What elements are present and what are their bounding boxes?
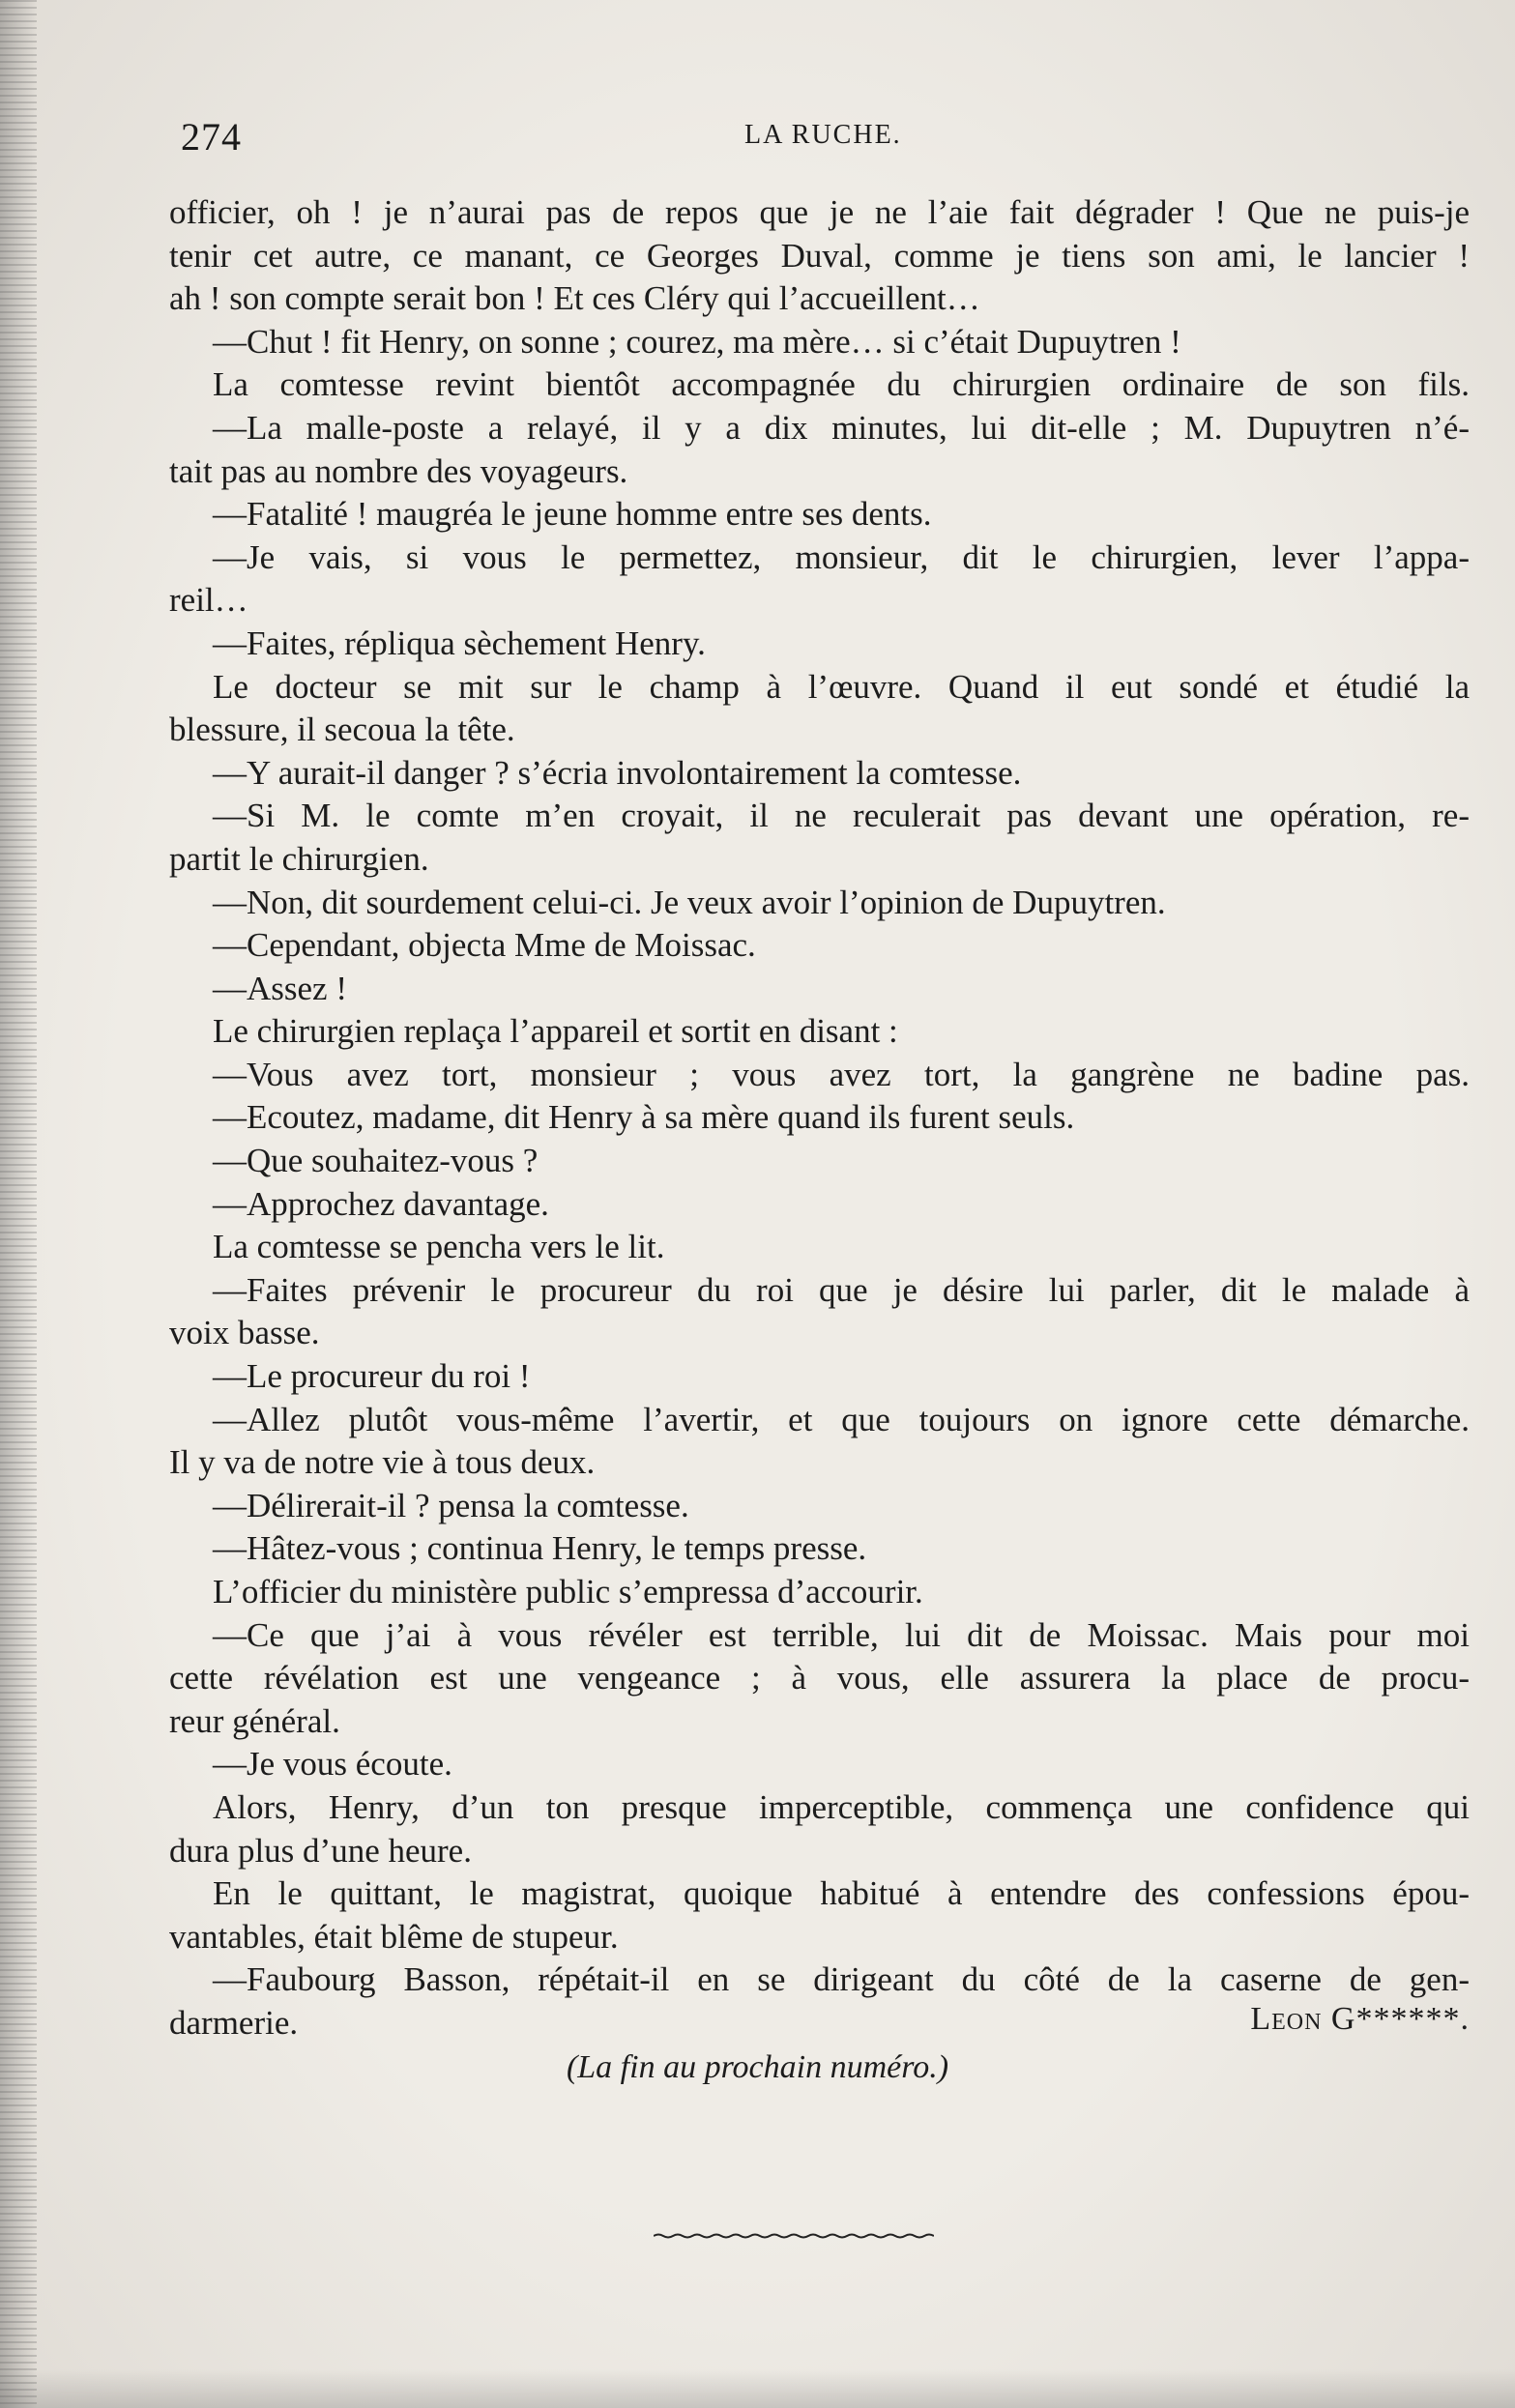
text-line: dura plus d’une heure.: [169, 1831, 472, 1870]
text-line: ah ! son compte serait bon ! Et ces Cléry qui l’accueillent…: [169, 279, 980, 318]
text-line: voix basse.: [169, 1314, 320, 1352]
author-signature: Leon G******.: [1250, 2001, 1470, 2037]
text-line: —Cependant, objecta Mme de Moissac.: [213, 926, 756, 965]
text-line: —Faites, répliqua sèchement Henry.: [213, 624, 706, 662]
text-line: Le chirurgien replaça l’appareil et sortit en disant :: [213, 1012, 898, 1051]
text-line: darmerie.: [169, 2003, 299, 2042]
text-line: —Assez !: [213, 969, 347, 1007]
text-line: —Chut ! fit Henry, on sonne ; courez, ma mère… si c’était Dupuytren !: [213, 322, 1181, 361]
text-line: Alors, Henry, d’un ton presque imperceptible, commença une confidence qui: [213, 1787, 1470, 1826]
text-line: —Non, dit sourdement celui-ci. Je veux avoir l’opinion de Dupuytren.: [213, 883, 1166, 921]
page-number: 274: [181, 115, 242, 159]
decorative-rule: [654, 2233, 934, 2239]
text-line: vantables, était blême de stupeur.: [169, 1917, 619, 1956]
text-line: blessure, il secoua la tête.: [169, 711, 515, 749]
page-header: [0, 114, 1515, 159]
text-line: —Approchez davantage.: [213, 1184, 549, 1223]
scan-edge-bottom: [0, 2369, 1515, 2408]
running-title: LA RUCHE.: [744, 120, 902, 150]
text-line: —Je vais, si vous le permettez, monsieur, dit le chirurgien, lever l’appa-: [213, 537, 1470, 576]
text-line: Il y va de notre vie à tous deux.: [169, 1443, 596, 1482]
text-line: —Ecoutez, madame, dit Henry à sa mère quand ils furent seuls.: [213, 1098, 1075, 1137]
text-line: —Délirerait-il ? pensa la comtesse.: [213, 1486, 689, 1524]
text-line: —Y aurait-il danger ? s’écria involontairement la comtesse.: [213, 753, 1022, 792]
text-line: tenir cet autre, ce manant, ce Georges Duval, comme je tiens son ami, le lancier !: [169, 236, 1470, 275]
text-line: —Faites prévenir le procureur du roi que je désire lui parler, dit le malade à: [213, 1270, 1470, 1309]
text-line: —Je vous écoute.: [213, 1745, 452, 1784]
text-line: —Fatalité ! maugréa le jeune homme entre ses dents.: [213, 495, 932, 534]
text-line: —Vous avez tort, monsieur ; vous avez tort, la gangrène ne badine pas.: [213, 1055, 1470, 1093]
text-line: —Allez plutôt vous-même l’avertir, et que toujours on ignore cette démarche.: [213, 1400, 1470, 1438]
text-line: tait pas au nombre des voyageurs.: [169, 451, 628, 490]
text-line: L’officier du ministère public s’empressa d’accourir.: [213, 1573, 923, 1610]
text-line: officier, oh ! je n’aurai pas de repos que je ne l’aie fait dégrader ! Que ne puis-je: [169, 193, 1470, 231]
text-line: —Si M. le comte m’en croyait, il ne reculerait pas devant une opération, re-: [213, 797, 1470, 835]
scan-edge-left: [0, 0, 37, 2408]
text-line: —Hâtez-vous ; continua Henry, le temps presse.: [213, 1529, 867, 1568]
text-line: —Faubourg Basson, répétait-il en se dirigeant du côté de la caserne de gen-: [213, 1960, 1470, 1999]
text-line: La comtesse revint bientôt accompagnée du chirurgien ordinaire de son fils.: [213, 365, 1470, 404]
text-line: —La malle-poste a relayé, il y a dix minutes, lui dit-elle ; M. Dupuytren n’é-: [213, 408, 1470, 447]
text-line: En le quittant, le magistrat, quoique habitué à entendre des confessions épou-: [213, 1874, 1470, 1913]
text-line: —Ce que j’ai à vous révéler est terrible, lui dit de Moissac. Mais pour moi: [213, 1615, 1470, 1654]
continuation-note: (La fin au prochain numéro.): [566, 2049, 949, 2085]
text-line: partit le chirurgien.: [169, 839, 429, 878]
text-line: reur général.: [169, 1701, 340, 1740]
text-line: reil…: [169, 581, 248, 620]
text-line: cette révélation est une vengeance ; à vous, elle assurera la place de procu-: [169, 1659, 1470, 1697]
text-line: La comtesse se pencha vers le lit.: [213, 1228, 665, 1266]
text-line: —Le procureur du roi !: [213, 1357, 531, 1396]
text-line: Le docteur se mit sur le champ à l’œuvre. Quand il eut sondé et étudié la: [213, 667, 1470, 706]
body-text: [169, 191, 1470, 2045]
text-line: —Que souhaitez-vous ?: [213, 1142, 539, 1180]
